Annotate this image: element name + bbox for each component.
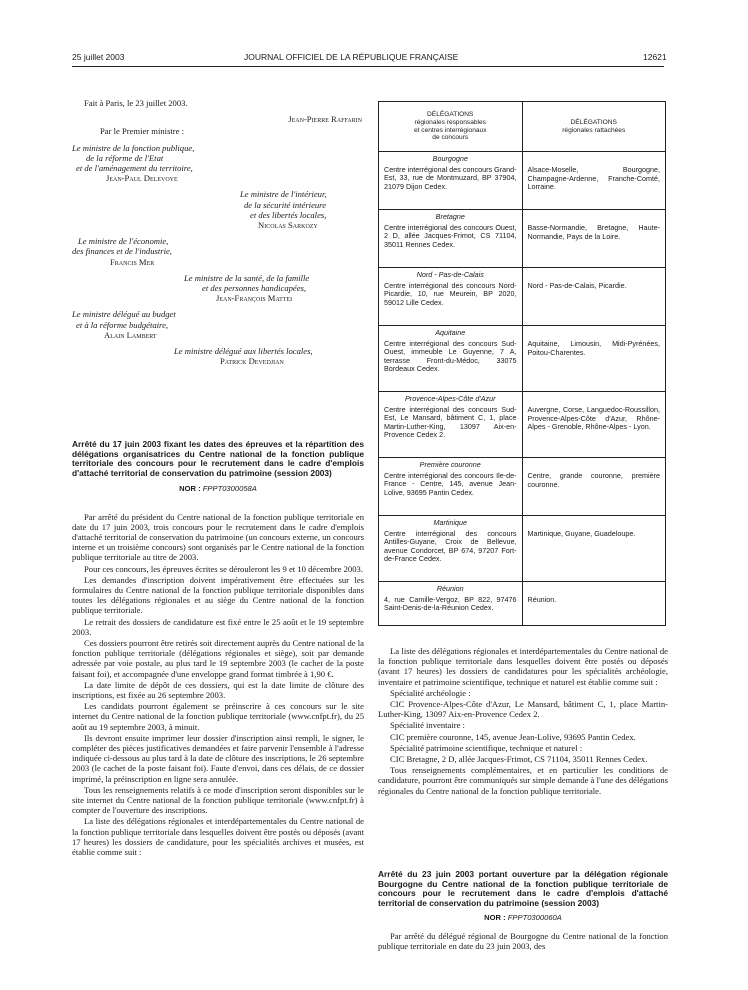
table-cell bbox=[379, 582, 523, 626]
paragraph: La liste des délégations régionales et interdépartementales du Centre national de la fonction publique territoriale dans lesquelles doivent être postés ou déposés (avant 17 heures) les dossiers de candidatures pour les spécialités archéologie, inventaire et patrimoine scientifique, technique et naturel est établie comme suit : bbox=[378, 646, 668, 687]
arrete-title: Arrêté du 17 juin 2003 fixant les dates des épreuves et la répartition des délégations organisatrices du Centre national de la fonction publique territoriale des concours pour le recrutement dans le cadre d'emplois d'attaché territorial de conservation du patrimoine (session 2003) bbox=[72, 439, 364, 478]
table-row bbox=[379, 516, 666, 582]
signatory-name: Patrick Devedjian bbox=[220, 356, 284, 367]
table-cell bbox=[379, 210, 523, 268]
table-row bbox=[379, 268, 666, 326]
table-cell bbox=[522, 582, 666, 626]
arrete-1 bbox=[72, 440, 364, 858]
header-line: régionales responsables bbox=[414, 118, 486, 126]
region-name: Aquitaine bbox=[435, 328, 466, 337]
centre-address: Centre interrégional des concours Sud-Est, Le Mansard, bâtiment C, 1, place Martin-Luther-King, 13097 Aix-en-Provence Cedex 2. bbox=[384, 404, 517, 440]
centre-address: 4, rue Camille-Vergoz, BP 822, 97476 Saint-Denis-de-la-Réunion Cedex. bbox=[384, 594, 517, 613]
attached-regions: Nord - Pas-de-Calais, Picardie. bbox=[527, 281, 627, 290]
specialites-block bbox=[378, 646, 668, 797]
region-name: Provence-Alpes-Côte d'Azur bbox=[405, 394, 496, 403]
delegations-table bbox=[378, 101, 666, 626]
table-cell bbox=[522, 268, 666, 326]
page-number: 12621 bbox=[643, 52, 667, 62]
attached-regions: Basse-Normandie, Bretagne, Haute-Normandie, Pays de la Loire. bbox=[527, 223, 660, 241]
minister-title: et de l'aménagement du territoire, bbox=[76, 163, 193, 174]
attached-regions: Auvergne, Corse, Languedoc-Roussillon, Provence-Alpes-Côte d'Azur, Rhône-Alpes - Grenoble, Rhône-Alpes - Lyon. bbox=[527, 405, 660, 432]
nor-code: FPPT0300058A bbox=[202, 484, 257, 494]
specialty-address: CIC Bretagne, 2 D, allée Jacques-Frimot, CS 71104, 35011 Rennes Cedex. bbox=[390, 754, 648, 765]
header-date: 25 juillet 2003 bbox=[72, 52, 125, 62]
table-row bbox=[379, 326, 666, 392]
paragraph: Le retrait des dossiers de candidature est fixé entre le 25 août et le 19 septembre 2003. bbox=[72, 616, 364, 637]
signatory-name: Jean-Pierre Raffarin bbox=[288, 114, 362, 125]
paragraph: Pour ces concours, les épreuves écrites se dérouleront les 9 et 10 décembre 2003. bbox=[84, 563, 363, 574]
paragraph: Ces dossiers pourront être retirés soit directement auprès du Centre national de la fonction publique territoriale (délégations régionales et siège), soit par demande adressée par voie postale, au plus tard le 19 septembre 2003 (le cachet de la poste faisant foi), et accompagnée d'une enveloppe grand format timbrée à 1,90 €. bbox=[72, 638, 364, 679]
centre-address: Centre interrégional des concours Nord-Picardie, 10, rue Meurein, BP 2020, 59012 Lille Cedex. bbox=[384, 280, 517, 307]
table-cell bbox=[379, 516, 523, 582]
table-cell bbox=[522, 210, 666, 268]
region-name: Martinique bbox=[433, 518, 468, 527]
attached-regions: Centre, grande couronne, première couronne. bbox=[527, 471, 660, 489]
attached-regions: Alsace-Moselle, Bourgogne, Champagne-Ardenne, Franche-Comté, Lorraine. bbox=[527, 165, 660, 192]
table-cell bbox=[522, 326, 666, 392]
specialty-address: CIC première couronne, 145, avenue Jean-Lolive, 93695 Pantin Cedex. bbox=[390, 731, 636, 742]
nor-reference bbox=[378, 913, 668, 923]
arrete-title: Arrêté du 23 juin 2003 portant ouverture par la délégation régionale Bourgogne du Centre national de la fonction publique territoriale de concours pour le recrutement dans le cadre d'emplois d'attaché territorial de conservation du patrimoine (session 2003) bbox=[378, 869, 668, 908]
specialty-label: Spécialité patrimoine scientifique, technique et naturel : bbox=[390, 742, 583, 753]
signatory-name: Francis Mer bbox=[110, 256, 155, 267]
paragraph: Tous les renseignements relatifs à ce mode d'inscription seront disponibles sur le site internet du Centre national de la fonction publique territoriale (www.cnfpt.fr) à compter de l'ouverture des inscriptions. bbox=[72, 784, 364, 816]
signatory-name: Nicolas Sarkozy bbox=[258, 220, 318, 231]
paragraph: Les candidats pourront également se préinscrire à ces concours sur le site internet du Centre national de la fonction publique territoriale (www.cnfpt.fr), du 25 août au 19 septembre 2003, à minuit. bbox=[72, 701, 364, 732]
table-cell bbox=[379, 458, 523, 516]
minister-title: et des personnes handicapées, bbox=[202, 283, 307, 294]
minister-title: des finances et de l'industrie, bbox=[72, 246, 172, 257]
attached-regions: Réunion. bbox=[527, 595, 557, 604]
table-cell bbox=[522, 516, 666, 582]
paragraph: La date limite de dépôt de ces dossiers, qui est la date limite de clôture des inscriptions, est fixée au 26 septembre 2003. bbox=[72, 679, 364, 701]
header-line: et centres interrégionaux bbox=[413, 126, 487, 134]
table-row bbox=[379, 210, 666, 268]
paragraph: Par arrêté du délégué régional de Bourgogne du Centre national de la fonction publique territoriale en date du 23 juin 2003, des bbox=[378, 930, 668, 951]
minister-title: et des libertés locales, bbox=[250, 209, 327, 220]
header-line: DÉLÉGATIONS bbox=[570, 118, 617, 126]
attached-regions: Aquitaine, Limousin, Midi-Pyrénées, Poitou-Charentes. bbox=[527, 339, 660, 357]
column-header bbox=[379, 102, 523, 152]
place-date: Fait à Paris, le 23 juillet 2003. bbox=[84, 98, 188, 108]
table-row bbox=[379, 582, 666, 626]
specialty-label: Spécialité inventaire : bbox=[390, 720, 465, 731]
table-cell bbox=[379, 152, 523, 210]
centre-address: Centre interrégional des concours Antilles-Guyane, Croix de Bellevue, avenue Condorcet, BP 674, 97207 Fort-de-France Cedex. bbox=[384, 528, 517, 564]
minister-title: Le ministre délégué aux libertés locales, bbox=[174, 346, 313, 357]
centre-address: Centre interrégional des concours Sud-Ouest, immeuble Le Guyenne, 7 A, terrasse Front-du-Médoc, 33075 Bordeaux Cedex. bbox=[384, 338, 517, 374]
signatures-block bbox=[72, 98, 362, 366]
arrete-2 bbox=[378, 870, 668, 952]
minister-title: de la sécurité intérieure bbox=[244, 199, 327, 210]
specialty-address: CIC Provence-Alpes-Côte d'Azur, Le Mansard, bâtiment C, 1, place Martin-Luther-King, 13097 Aix-en-Provence Cedex 2. bbox=[378, 699, 668, 720]
header-line: DÉLÉGATIONS bbox=[427, 111, 474, 119]
journal-title: JOURNAL OFFICIEL DE LA RÉPUBLIQUE FRANÇAISE bbox=[244, 52, 459, 62]
header-line: régionales rattachées bbox=[562, 126, 626, 134]
nor-label: NOR : bbox=[484, 913, 506, 923]
table-cell bbox=[379, 326, 523, 392]
header-line: de concours bbox=[432, 134, 469, 142]
region-name: Bretagne bbox=[435, 212, 465, 221]
centre-address: Centre interrégional des concours Grand-Est, 33, rue de Montmuzard, BP 37904, 21079 Dijon Cedex. bbox=[384, 164, 517, 191]
minister-title: de la réforme de l'Etat bbox=[86, 152, 164, 163]
paragraph: Par arrêté du président du Centre national de la fonction publique territoriale en date du 17 juin 2003, trois concours pour le recrutement dans le cadre d'emplois d'attaché territorial de conservation du patrimoine (un concours externe, un concours interne et un troisième concours) sont organisés par le Centre national de la fonction publique territoriale au titre de 2003. bbox=[72, 511, 364, 563]
table-row bbox=[379, 458, 666, 516]
nor-reference bbox=[72, 484, 364, 494]
specialty-label: Spécialité archéologie : bbox=[390, 687, 471, 698]
table-header-row bbox=[379, 102, 666, 152]
attached-regions: Martinique, Guyane, Guadeloupe. bbox=[527, 529, 636, 538]
table-cell bbox=[522, 152, 666, 210]
paragraph: Ils devront ensuite imprimer leur dossier d'inscription ainsi rempli, le signer, le compléter des pièces justificatives demandées et faire parvenir l'ensemble à l'adresse indiquée ci-dessous au plus tard à la date de clôture des inscriptions, le 26 septembre 2003 (le cachet de la poste faisant foi). Faute d'envoi, dans ces délais, de ce dossier imprimé, la préinscription en ligne sera annulée. bbox=[72, 732, 364, 784]
minister-title: Le ministre de l'intérieur, bbox=[240, 189, 327, 200]
minister-title: Le ministre de l'économie, bbox=[78, 236, 169, 247]
centre-address: Centre interrégional des concours Ile-de-France - Centre, 145, avenue Jean-Lolive, 93695 Pantin Cedex. bbox=[384, 470, 517, 497]
region-name: Première couronne bbox=[419, 460, 481, 469]
paragraph: Tous renseignements complémentaires, et en particulier les conditions de candidature, pourront être communiqués sur simple demande à l'une des délégations régionales du Centre national de la fonction publique territoriale. bbox=[378, 765, 668, 796]
column-header bbox=[522, 102, 666, 152]
signatory-name: Alain Lambert bbox=[104, 329, 157, 340]
region-name: Réunion bbox=[436, 584, 464, 593]
minister-title: Le ministre de la santé, de la famille bbox=[184, 272, 310, 283]
minister-title: Le ministre de la fonction publique, bbox=[72, 142, 195, 153]
region-name: Bourgogne bbox=[432, 154, 468, 163]
table-cell bbox=[522, 392, 666, 458]
table-cell bbox=[379, 268, 523, 326]
signatory-preamble: Par le Premier ministre : bbox=[100, 126, 185, 137]
header-rule bbox=[72, 66, 664, 67]
nor-code: FPPT0300060A bbox=[507, 913, 562, 923]
nor-label: NOR : bbox=[179, 484, 201, 494]
centre-address: Centre interrégional des concours Ouest, 2 D, allée Jacques-Frimot, CS 71104, 35011 Rennes Cedex. bbox=[384, 222, 517, 249]
arrete-body bbox=[72, 512, 364, 858]
table-row bbox=[379, 392, 666, 458]
table-cell bbox=[379, 392, 523, 458]
paragraph: La liste des délégations régionales et interdépartementales du Centre national de la fonction publique territoriale dans lesquelles doivent être postés ou déposés (avant 17 heures) les dossiers de candidature, pour les spécialités archives et musées, est établie comme suit : bbox=[72, 816, 364, 858]
signatory-name: Jean-François Mattei bbox=[216, 293, 293, 304]
region-name: Nord - Pas-de-Calais bbox=[416, 270, 484, 279]
paragraph: Les demandes d'inscription doivent impérativement être effectuées sur les formulaires du Centre national de la fonction publique territoriale disponibles dans toutes les délégations régionales et au siège du Centre national de la fonction publique territoriale. bbox=[72, 574, 364, 616]
table-cell bbox=[522, 458, 666, 516]
table-row bbox=[379, 152, 666, 210]
minister-title: et à la réforme budgétaire, bbox=[76, 319, 169, 330]
minister-title: Le ministre délégué au budget bbox=[72, 309, 176, 320]
signatory-name: Jean-Paul Delevoye bbox=[106, 173, 178, 184]
